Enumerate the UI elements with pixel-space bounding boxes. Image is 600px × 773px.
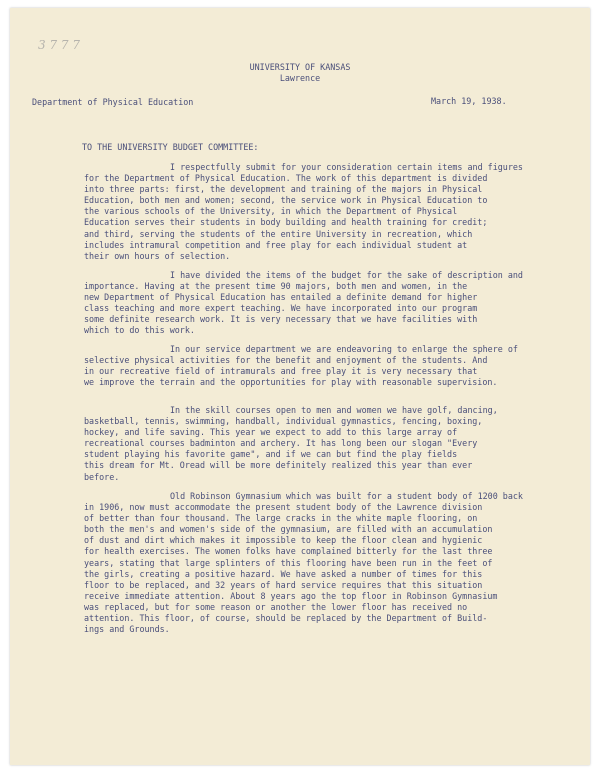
- paragraph-line: In our service department we are endeavoring to enlarge the sphere of: [170, 344, 518, 354]
- paragraph-line: the girls, creating a positive hazard. We have asked a number of times for this: [84, 568, 483, 579]
- letter-date: March 19, 1938.: [431, 96, 507, 106]
- paragraph-5: [84, 491, 539, 635]
- paragraph-line: floor to be replaced, and 32 years of hard service requires that this situation: [84, 579, 483, 590]
- salutation: TO THE UNIVERSITY BUDGET COMMITTEE:: [82, 142, 259, 152]
- letter-page: [10, 8, 590, 765]
- paragraph-line: which to do this work.: [84, 325, 195, 336]
- paragraph-2: [84, 270, 539, 337]
- paragraph-line: new Department of Physical Education has entailed a definite demand for higher: [84, 292, 478, 303]
- paragraph-line: in our recreative field of intramurals and free play it is very necessary that: [84, 366, 478, 377]
- paragraph-line: both the men's and women's side of the gymnasium, are filled with an accumulation: [84, 524, 493, 535]
- paragraph-line: receive immediate attention. About 8 years ago the top floor in Robinson Gymnasium: [84, 590, 498, 601]
- paragraph-line: and third, serving the students of the entire University in recreation, which: [84, 228, 473, 239]
- paragraph-line: this dream for Mt. Oread will be more definitely realized this year than ever: [84, 460, 473, 471]
- paragraph-line: attention. This floor, of course, should be replaced by the Department of Build-: [84, 613, 488, 624]
- paragraph-line: their own hours of selection.: [84, 250, 231, 261]
- paragraph-line: for the Department of Physical Education. The work of this department is divided: [84, 173, 488, 184]
- paragraph-line: I respectfully submit for your consideration certain items and figures: [170, 162, 523, 172]
- paragraph-line: of better than four thousand. The large cracks in the white maple flooring, on: [84, 513, 478, 524]
- paragraph-4: [84, 405, 539, 483]
- paragraph-line: of dust and dirt which makes it impossible to keep the floor clean and hygienic: [84, 535, 483, 546]
- paragraph-line: recreational courses badminton and archery. It has long been our slogan "Every: [84, 438, 478, 449]
- paragraph-line: Education serves their students in body building and health training for credit;: [84, 217, 488, 228]
- paragraph-3: [84, 344, 539, 388]
- paragraph-line: was replaced, but for some reason or another the lower floor has received no: [84, 601, 468, 612]
- paragraph-line: selective physical activities for the benefit and enjoyment of the students. And: [84, 355, 488, 366]
- paragraph-line: I have divided the items of the budget for the sake of description and: [170, 270, 523, 280]
- department-line: Department of Physical Education: [32, 97, 194, 107]
- paragraph-1: [84, 162, 539, 262]
- city-heading: Lawrence: [279, 73, 321, 83]
- paragraph-line: years, stating that large splinters of this flooring have been run in the feet of: [84, 557, 493, 568]
- paragraph-line: in 1906, now must accommodate the present student body of the Lawrence division: [84, 502, 483, 513]
- institution-heading: UNIVERSITY OF KANSAS: [249, 62, 351, 72]
- paragraph-line: the various schools of the University, in which the Department of Physical: [84, 206, 458, 217]
- paragraph-line: student playing his favorite game", and if we can but find the play fields: [84, 449, 458, 460]
- paragraph-line: some definite research work. It is very necessary that we have facilities with: [84, 314, 478, 325]
- paragraph-line: ings and Grounds.: [84, 624, 170, 635]
- paragraph-line: Education, both men and women; second, the service work in Physical Education to: [84, 195, 488, 206]
- paragraph-line: we improve the terrain and the opportunities for play with reasonable supervision.: [84, 377, 498, 388]
- paragraph-line: importance. Having at the present time 90 majors, both men and women, in the: [84, 281, 468, 292]
- paragraph-line: class teaching and more expert teaching. We have incorporated into our program: [84, 303, 478, 314]
- handwritten-note: 3 7 7 7: [38, 38, 80, 52]
- paragraph-line: In the skill courses open to men and women we have golf, dancing,: [170, 405, 498, 415]
- paragraph-line: Old Robinson Gymnasium which was built for a student body of 1200 back: [170, 491, 523, 501]
- paragraph-line: for health exercises. The women folks have complained bitterly for the last three: [84, 546, 493, 557]
- paragraph-line: into three parts: first, the development and training of the majors in Physical: [84, 184, 483, 195]
- paragraph-line: before.: [84, 471, 120, 482]
- paragraph-line: includes intramural competition and free play for each individual student at: [84, 239, 468, 250]
- paragraph-line: hockey, and life saving. This year we expect to add to this large array of: [84, 427, 458, 438]
- paragraph-line: basketball, tennis, swimming, handball, individual gymnastics, fencing, boxing,: [84, 416, 483, 427]
